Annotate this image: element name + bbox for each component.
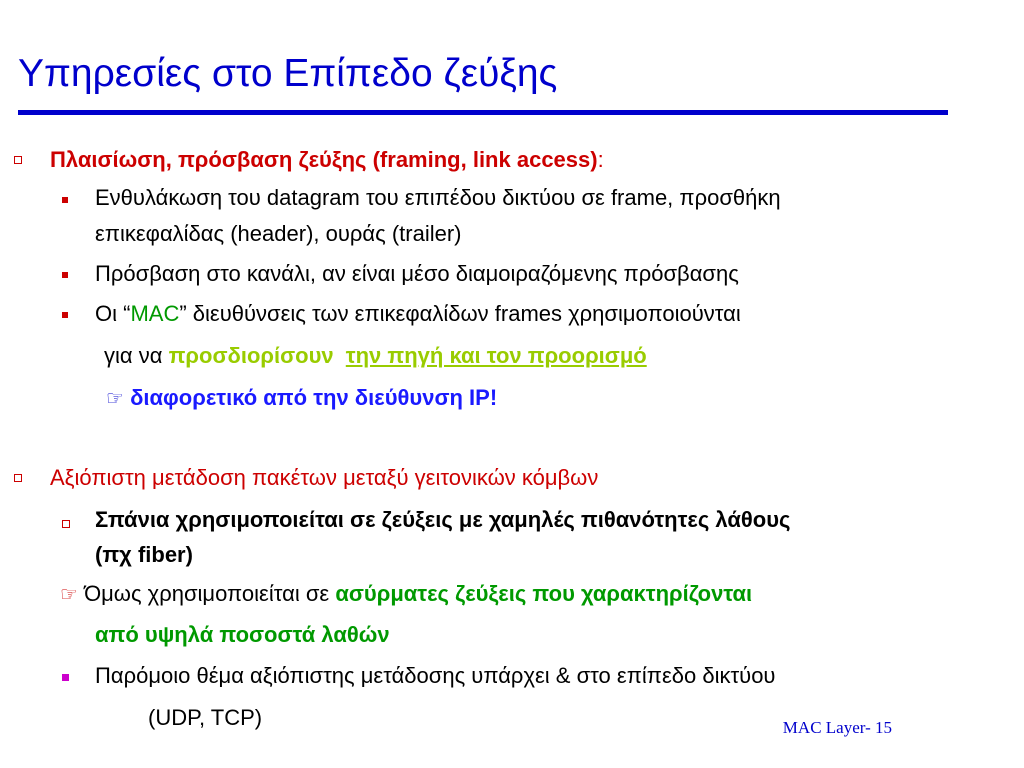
section2-item1-line2: (πχ fiber) xyxy=(95,542,193,567)
section1-item3-line2 xyxy=(104,342,647,370)
item3-prefix: Οι “ xyxy=(95,301,131,326)
item3-line2-prefix: για να xyxy=(104,343,163,368)
pointing-hand-icon: ☞ xyxy=(106,386,124,410)
section2-heading: Αξιόπιστη μετάδοση πακέτων μεταξύ γειτονικών κόμβων xyxy=(50,465,599,490)
bullet-small-square-icon xyxy=(62,272,68,278)
bullet-small-square-icon xyxy=(62,197,68,203)
item3-suffix: ” διευθύνσεις των επικεφαλίδων frames χρησιμοποιούνται xyxy=(179,301,741,326)
section1-note xyxy=(106,384,497,412)
item3-line2-underlined: την πηγή και τον προορισμό xyxy=(345,343,647,368)
section1-heading-text: Πλαισίωση, πρόσβαση ζεύξης (framing, link access) xyxy=(50,147,598,172)
mac-label: MAC xyxy=(130,301,180,326)
section2-item3-line2: (UDP, TCP) xyxy=(148,705,263,730)
section1-heading xyxy=(50,146,604,174)
note-text: διαφορετικό από την διεύθυνση IP! xyxy=(130,385,498,410)
section2-item2-line1 xyxy=(60,580,752,608)
bullet-square-icon xyxy=(14,156,24,166)
pointing-hand-icon: ☞ xyxy=(60,582,78,606)
section1-item1-line2: επικεφαλίδας (header), ουράς (trailer) xyxy=(95,221,462,246)
section1-item3 xyxy=(95,300,741,328)
slide-footer: MAC Layer- 15 xyxy=(782,718,892,737)
section2-item2-line2: από υψηλά ποσοστά λαθών xyxy=(95,622,390,647)
bullet-small-square-icon xyxy=(62,674,69,681)
section2-item1-line1: Σπάνια χρησιμοποιείται σε ζεύξεις με χαμηλές πιθανότητες λάθους xyxy=(95,507,791,532)
section1-heading-colon: : xyxy=(597,147,604,172)
section1-item2: Πρόσβαση στο κανάλι, αν είναι μέσο διαμοιραζόμενης πρόσβασης xyxy=(95,261,739,286)
bullet-square-outline-icon xyxy=(62,520,70,528)
title-underline xyxy=(18,110,948,115)
item3-line2-bold: προσδιορίσουν xyxy=(168,343,334,368)
bullet-square-icon xyxy=(14,474,24,484)
item2-prefix: Όμως χρησιμοποιείται σε xyxy=(84,581,330,606)
item2-green: ασύρματες ζεύξεις που χαρακτηρίζονται xyxy=(335,581,753,606)
section2-item3-line1: Παρόμοιο θέμα αξιόπιστης μετάδοσης υπάρχει & στο επίπεδο δικτύου xyxy=(95,663,776,688)
slide-title: Υπηρεσίες στο Επίπεδο ζεύξης xyxy=(18,52,558,95)
bullet-small-square-icon xyxy=(62,312,68,318)
section1-item1-line1: Ενθυλάκωση του datagram του επιπέδου δικτύου σε frame, προσθήκη xyxy=(95,185,781,210)
